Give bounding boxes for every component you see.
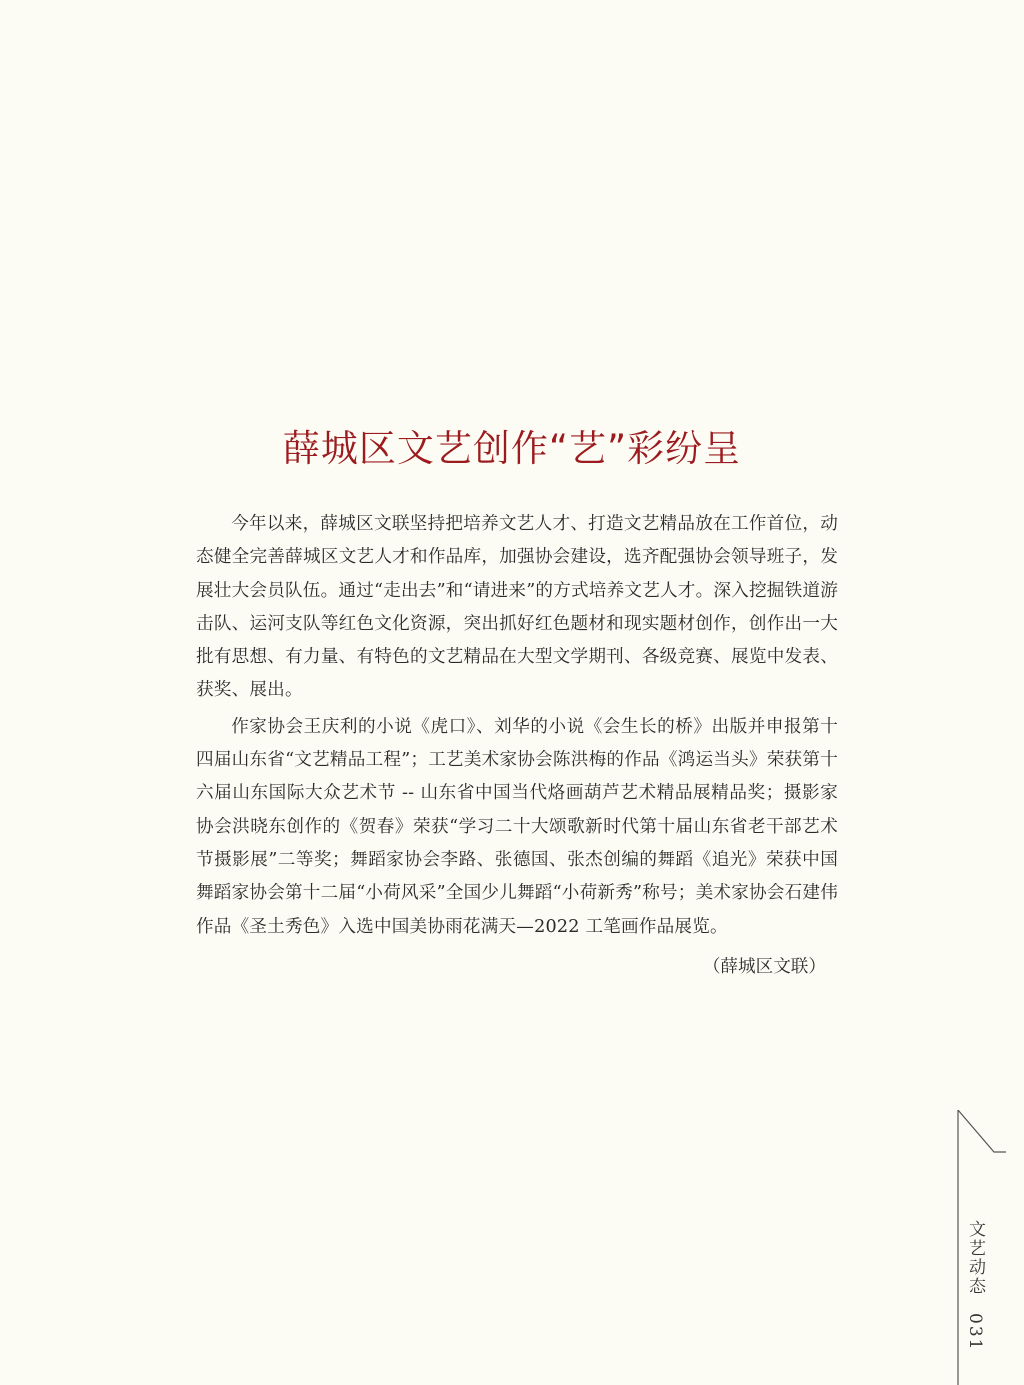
article-source: （薛城区文联）: [702, 956, 826, 977]
page-number: 031: [965, 1313, 985, 1352]
article-body: [196, 508, 838, 984]
article-paragraph: 今年以来，薛城区文联坚持把培养文艺人才、打造文艺精品放在工作首位，动态健全完善薛城区文艺人才和作品库，加强协会建设，选齐配强协会领导班子，发展壮大会员队伍。通过“走出去”和“请进来”的方式培养文艺人才。深入挖掘铁道游击队、运河支队等红色文化资源，突出抓好红色题材和现实题材创作，创作出一大批有思想、有力量、有特色的文艺精品在大型文学期刊、各级竞赛、展览中发表、获奖、展出。: [196, 514, 838, 701]
section-label: 文艺动态: [965, 1220, 985, 1296]
article-paragraph: 作家协会王庆利的小说《虎口》、刘华的小说《会生长的桥》出版并申报第十四届山东省“文艺精品工程”；工艺美术家协会陈洪梅的作品《鸿运当头》荣获第十六届山东国际大众艺术节 -- 山东省中国当代烙画葫芦艺术精品展精品奖；摄影家协会洪晓东创作的《贺春》荣获“学习二十大颂歌新时代第十届山东省老干部艺术节摄影展”二等奖；舞蹈家协会李路、张德国、张杰创编的舞蹈《追光》荣获中国舞蹈家协会第十二届“小荷风采”全国少儿舞蹈“小荷新秀”称号；美术家协会石建伟作品《圣土秀色》入选中国美协雨花满天—2022 工笔画作品展览。: [196, 716, 838, 937]
article-title: 薛城区文艺创作“艺”彩纷呈: [282, 427, 742, 470]
